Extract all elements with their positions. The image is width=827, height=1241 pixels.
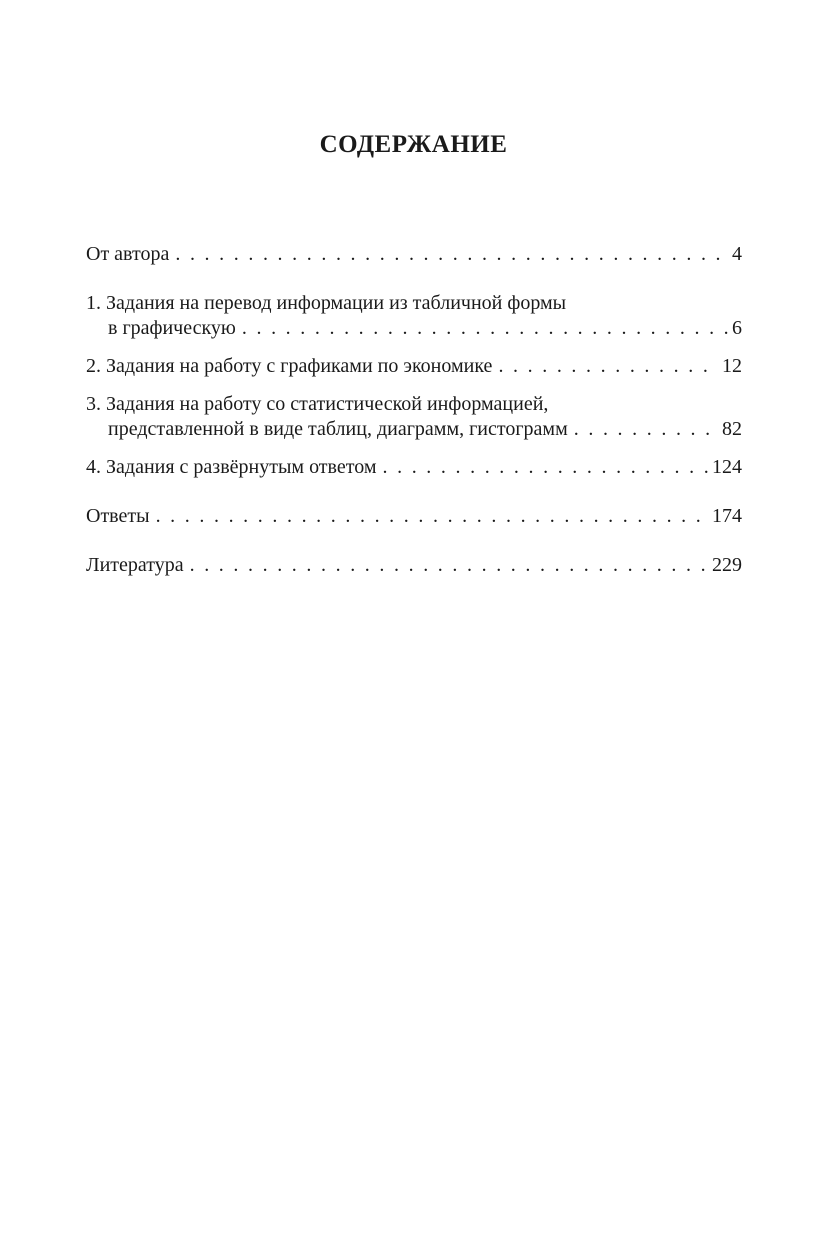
toc-page-number: 82 xyxy=(722,418,742,440)
toc-page-number: 12 xyxy=(722,355,742,377)
toc-entry-label-continuation: представленной в виде таблиц, диаграмм, гистограмм xyxy=(108,418,568,440)
toc-entry-section-4[interactable] xyxy=(86,455,742,480)
dot-leader xyxy=(574,417,718,442)
dot-leader xyxy=(156,504,708,529)
dot-leader xyxy=(242,316,728,341)
toc-entry-section-1[interactable] xyxy=(86,291,742,341)
toc-entry-label: 3. Задания на работу со статистической информацией, xyxy=(86,393,549,415)
dot-leader xyxy=(190,553,708,578)
toc-entry-label: Ответы xyxy=(86,505,150,527)
toc-entry-label: 2. Задания на работу с графиками по экономике xyxy=(86,355,493,377)
toc-entry-label: 1. Задания на перевод информации из табличной формы xyxy=(86,292,567,314)
toc-entry-from-author[interactable] xyxy=(86,242,742,267)
page-title: СОДЕРЖАНИЕ xyxy=(319,131,508,158)
toc-entry-answers[interactable] xyxy=(86,504,742,529)
dot-leader xyxy=(498,354,718,379)
dot-leader xyxy=(175,242,728,267)
toc-page-number: 174 xyxy=(712,505,742,527)
toc-page-number: 4 xyxy=(732,243,742,265)
toc-page-number: 229 xyxy=(712,554,742,576)
table-of-contents xyxy=(86,242,742,578)
dot-leader xyxy=(383,455,709,480)
toc-entry-label-continuation: в графическую xyxy=(108,317,236,339)
toc-page-number: 6 xyxy=(732,317,742,339)
toc-entry-section-2[interactable] xyxy=(86,354,742,379)
toc-entry-section-3[interactable] xyxy=(86,392,742,442)
toc-entry-literature[interactable] xyxy=(86,553,742,578)
toc-entry-label: 4. Задания с развёрнутым ответом xyxy=(86,456,377,478)
toc-entry-label: От автора xyxy=(86,243,170,265)
toc-entry-label: Литература xyxy=(86,554,184,576)
toc-page-number: 124 xyxy=(712,456,742,478)
